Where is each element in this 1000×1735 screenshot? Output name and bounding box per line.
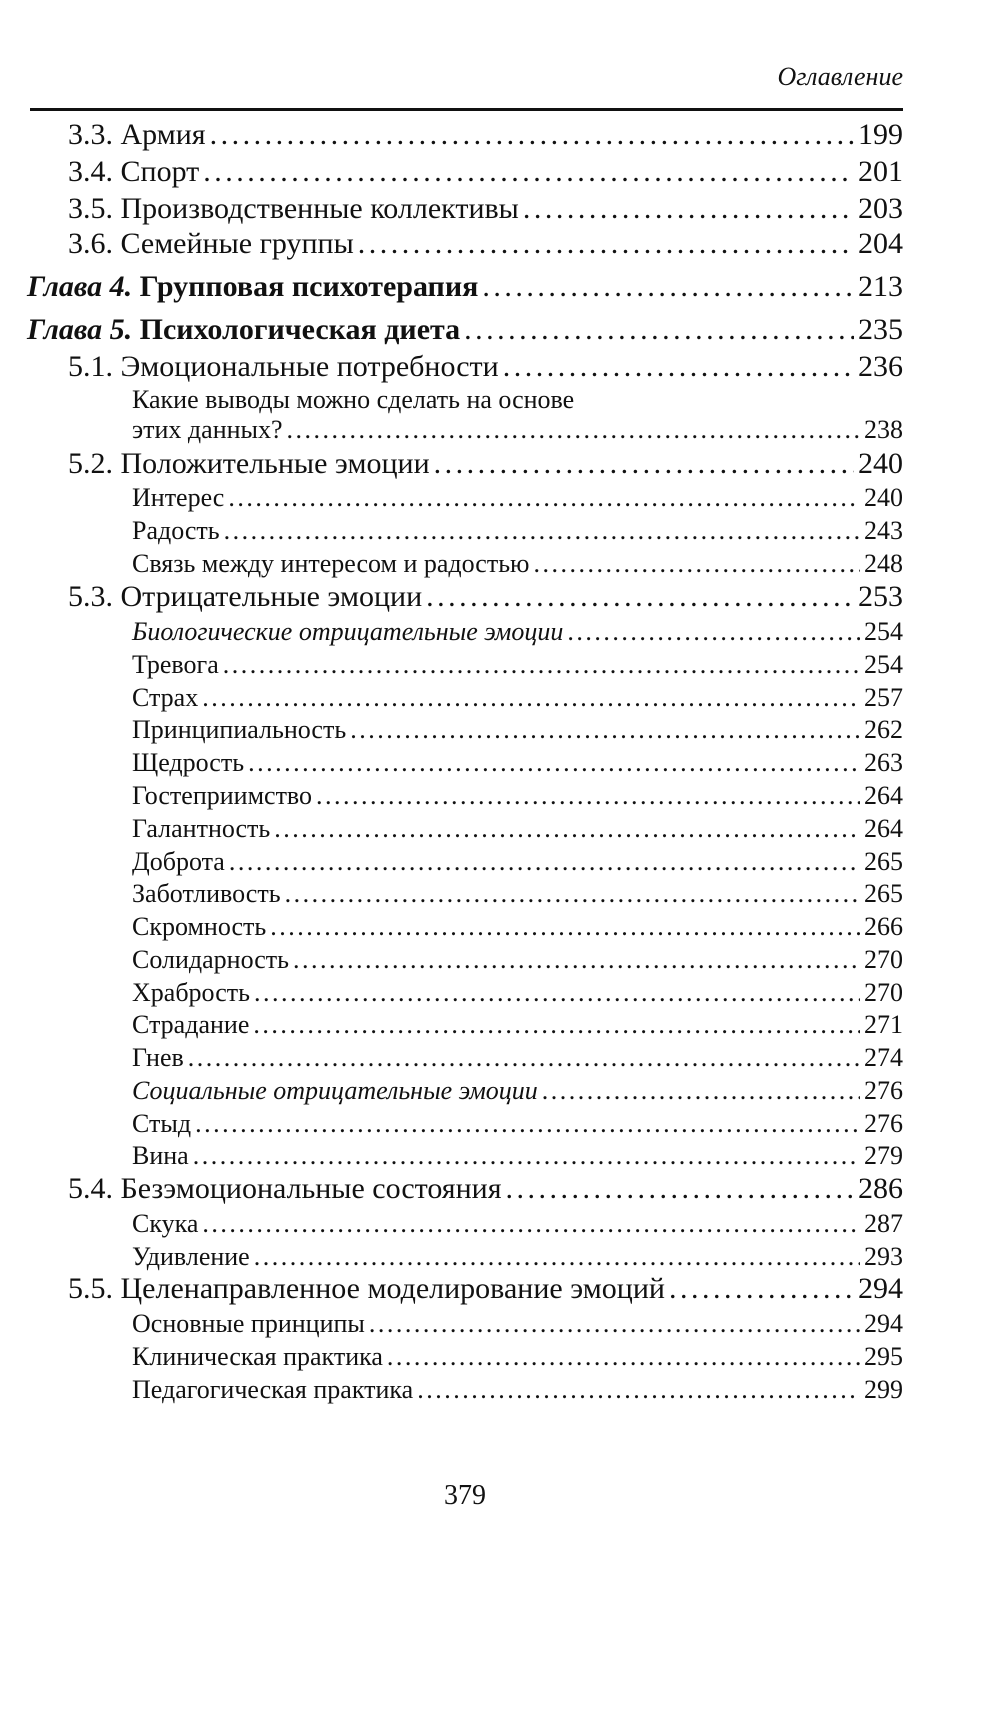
page-number: 279 — [864, 1141, 903, 1170]
leader-dots — [254, 978, 860, 1008]
toc-subentry[interactable] — [132, 1010, 903, 1040]
leader-dots — [188, 1043, 860, 1073]
entry-title: Солидарность — [132, 945, 289, 974]
entry-title: Основные принципы — [132, 1309, 365, 1338]
toc-subentry[interactable] — [132, 683, 903, 713]
page-number: 240 — [864, 483, 903, 512]
entry-title: Галантность — [132, 814, 271, 843]
entry-title: Доброта — [132, 847, 225, 876]
page-number: 265 — [864, 879, 903, 908]
toc-chapter-entry[interactable] — [27, 313, 903, 347]
leader-dots — [274, 814, 860, 844]
page-number: 276 — [864, 1076, 903, 1105]
leader-dots — [202, 1209, 860, 1239]
leader-dots — [248, 748, 860, 778]
toc-subentry[interactable] — [132, 781, 903, 811]
leader-dots — [210, 118, 854, 152]
leader-dots — [254, 1242, 860, 1272]
leader-dots — [426, 580, 854, 614]
page-number: 257 — [864, 683, 903, 712]
entry-title: Скука — [132, 1209, 199, 1238]
toc-subentry[interactable] — [132, 912, 903, 942]
toc-subentry[interactable] — [132, 847, 903, 877]
toc-subentry[interactable] — [132, 879, 903, 909]
toc-entry[interactable] — [68, 1272, 903, 1306]
toc-subentry[interactable] — [132, 715, 903, 745]
entry-title: 3.5. Производственные коллективы — [68, 192, 519, 225]
toc-subentry[interactable] — [132, 650, 903, 680]
toc-subentry[interactable] — [132, 1109, 903, 1139]
toc-chapter-entry[interactable] — [27, 270, 903, 304]
leader-dots — [387, 1342, 860, 1372]
toc-subentry[interactable] — [132, 1209, 903, 1239]
chapter-label: Глава 4. — [27, 270, 133, 303]
page-number: 248 — [864, 549, 903, 578]
page-number: 286 — [858, 1172, 903, 1205]
entry-title: 5.3. Отрицательные эмоции — [68, 580, 423, 613]
leader-dots — [503, 350, 854, 384]
leader-dots — [287, 415, 860, 445]
entry-title: Страх — [132, 683, 199, 712]
entry-title: Гнев — [132, 1043, 184, 1072]
leader-dots — [464, 313, 854, 347]
entry-title: 5.1. Эмоциональные потребности — [68, 350, 499, 383]
entry-title: Интерес — [132, 483, 225, 512]
leader-dots — [229, 847, 860, 877]
page-number: 262 — [864, 715, 903, 744]
entry-title: Тревога — [132, 650, 219, 679]
leader-dots — [223, 650, 860, 680]
entry-title: Гостеприимство — [132, 781, 313, 810]
leader-dots — [285, 879, 860, 909]
leader-dots — [202, 683, 860, 713]
page-number: 264 — [864, 781, 903, 810]
entry-title: Стыд — [132, 1109, 192, 1138]
page-number: 203 — [858, 192, 903, 225]
entry-title: Радость — [132, 516, 220, 545]
entry-title: 3.3. Армия — [68, 118, 206, 151]
entry-title: Социальные отрицательные эмоции — [132, 1076, 538, 1105]
page-number: 254 — [864, 617, 903, 646]
page-number: 243 — [864, 516, 903, 545]
leader-dots — [523, 192, 854, 226]
page-number: 213 — [858, 270, 903, 303]
toc-subentry[interactable] — [132, 516, 903, 546]
leader-dots — [482, 270, 854, 304]
page-number: 236 — [858, 350, 903, 383]
leader-dots — [203, 155, 854, 189]
leader-dots — [316, 781, 860, 811]
leader-dots — [417, 1375, 860, 1405]
toc-entry[interactable] — [68, 447, 903, 481]
entry-title: 5.5. Целенаправленное моделирование эмоций — [68, 1272, 665, 1305]
page-number: 266 — [864, 912, 903, 941]
toc-subentry[interactable] — [132, 748, 903, 778]
page-number: 253 — [858, 580, 903, 613]
toc-subentry[interactable] — [132, 483, 903, 513]
leader-dots — [542, 1076, 860, 1106]
page-number: 293 — [864, 1242, 903, 1271]
entry-title: Храбрость — [132, 978, 250, 1007]
leader-dots — [434, 447, 854, 481]
entry-title — [27, 270, 478, 304]
page-folio: 379 — [444, 1480, 486, 1511]
entry-title: Щедрость — [132, 748, 245, 777]
entry-title: Заботливость — [132, 879, 281, 908]
leader-dots — [270, 912, 860, 942]
page-number: 199 — [858, 118, 903, 151]
toc-subentry[interactable] — [132, 1076, 903, 1106]
page-number: 295 — [864, 1342, 903, 1371]
leader-dots — [533, 549, 860, 579]
chapter-title: Групповая психотерапия — [139, 270, 479, 303]
leader-dots — [369, 1309, 860, 1339]
page-number: 270 — [864, 978, 903, 1007]
page-number: 276 — [864, 1109, 903, 1138]
page-number: 263 — [864, 748, 903, 777]
entry-title: Биологические отрицательные эмоции — [132, 617, 564, 646]
toc-entry[interactable] — [68, 192, 903, 226]
entry-title: этих данных? — [132, 415, 283, 444]
leader-dots — [669, 1272, 854, 1306]
toc-subentry[interactable] — [132, 814, 903, 844]
toc-subentry[interactable] — [132, 1342, 903, 1372]
page-number: 294 — [864, 1309, 903, 1338]
leader-dots — [253, 1010, 860, 1040]
chapter-title: Психологическая диета — [139, 313, 461, 346]
toc-subentry[interactable] — [132, 1043, 903, 1073]
entry-title: Страдание — [132, 1010, 250, 1039]
page-number: 240 — [858, 447, 903, 480]
page-number: 274 — [864, 1043, 903, 1072]
entry-title: Скромность — [132, 912, 267, 941]
leader-dots — [506, 1172, 854, 1206]
page-number: 294 — [858, 1272, 903, 1305]
leader-dots — [358, 227, 854, 261]
chapter-label: Глава 5. — [27, 313, 133, 346]
toc-subentry[interactable] — [132, 978, 903, 1008]
entry-title: Педагогическая практика — [132, 1375, 414, 1404]
leader-dots — [195, 1109, 860, 1139]
entry-title: 3.4. Спорт — [68, 155, 200, 188]
leader-dots — [567, 617, 860, 647]
toc-entry[interactable] — [68, 227, 903, 261]
page-number: 271 — [864, 1010, 903, 1039]
page-number: 270 — [864, 945, 903, 974]
toc-subentry[interactable] — [132, 1375, 903, 1405]
leader-dots — [350, 715, 860, 745]
entry-title: Вина — [132, 1141, 189, 1170]
running-header: Оглавление — [777, 62, 903, 91]
entry-title — [27, 313, 460, 347]
entry-title: 3.6. Семейные группы — [68, 227, 354, 260]
page-number: 201 — [858, 155, 903, 188]
toc-entry[interactable] — [68, 580, 903, 614]
toc-entry[interactable] — [68, 350, 903, 384]
entry-title: Клиническая практика — [132, 1342, 383, 1371]
entry-title-line1: Какие выводы можно сделать на основе — [132, 385, 575, 414]
page-number: 299 — [864, 1375, 903, 1404]
toc-entry[interactable] — [68, 1172, 903, 1206]
toc-subentry[interactable] — [132, 945, 903, 975]
page-number: 287 — [864, 1209, 903, 1238]
toc-subentry[interactable] — [132, 1309, 903, 1339]
leader-dots — [293, 945, 860, 975]
leader-dots — [193, 1141, 860, 1171]
toc-entry[interactable] — [68, 118, 903, 152]
entry-title: Удивление — [132, 1242, 250, 1271]
page-number: 204 — [858, 227, 903, 260]
toc-subentry[interactable] — [132, 1141, 903, 1171]
toc-entry[interactable] — [68, 155, 903, 189]
leader-dots — [224, 516, 860, 546]
entry-title: 5.2. Положительные эмоции — [68, 447, 430, 480]
entry-title: Принципиальность — [132, 715, 347, 744]
leader-dots — [228, 483, 860, 513]
toc-subentry[interactable] — [132, 415, 903, 445]
page-number: 238 — [864, 415, 903, 444]
page-number: 254 — [864, 650, 903, 679]
toc-subentry[interactable] — [132, 549, 903, 579]
toc-subentry[interactable] — [132, 1242, 903, 1272]
entry-title: Связь между интересом и радостью — [132, 549, 530, 578]
page-number: 235 — [858, 313, 903, 346]
entry-title: 5.4. Безэмоциональные состояния — [68, 1172, 502, 1205]
page-number: 264 — [864, 814, 903, 843]
page-number: 265 — [864, 847, 903, 876]
toc-subentry[interactable] — [132, 617, 903, 647]
